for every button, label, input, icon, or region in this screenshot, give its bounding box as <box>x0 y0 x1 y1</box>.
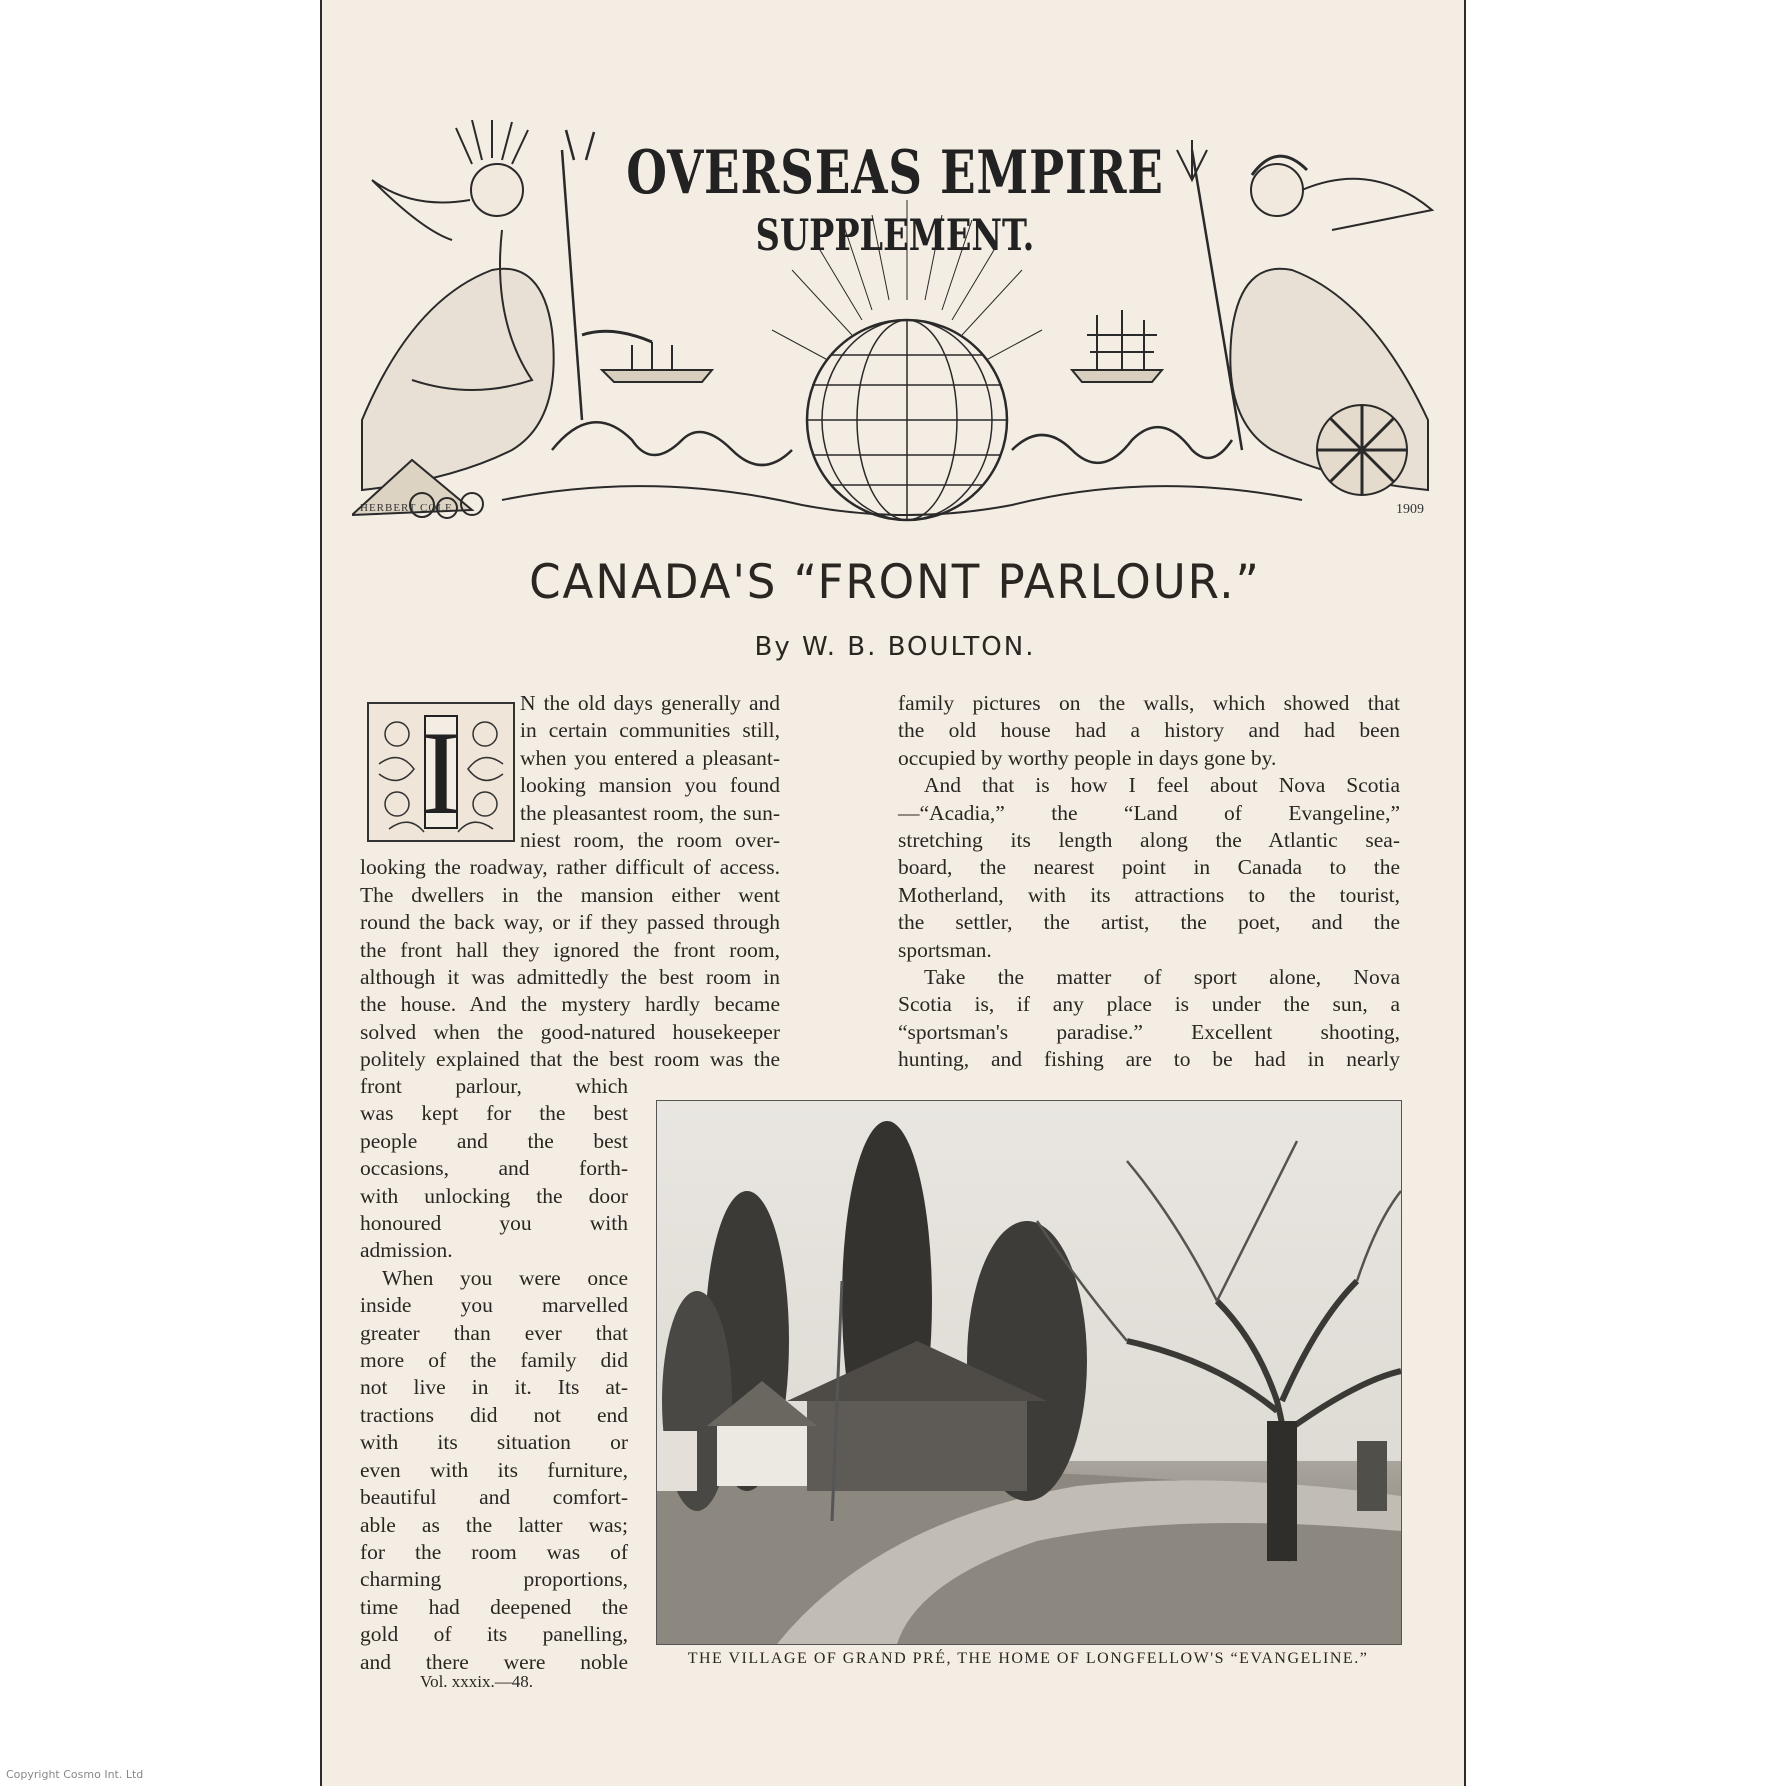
text-line: with its situation or <box>360 1430 628 1455</box>
text-line: politely explained that the best room was the <box>360 1047 780 1072</box>
text-line: sportsman. <box>898 937 992 962</box>
text-line: family pictures on the walls, which showed that <box>898 691 1400 715</box>
text-line: board, the nearest point in Canada to the <box>898 855 1400 880</box>
photo-caption: THE VILLAGE OF GRAND PRÉ, THE HOME OF LONGFELLOW'S “EVANGELINE.” <box>687 1650 1369 1667</box>
column-2-text <box>898 690 1400 1074</box>
text-line: the house. And the mystery hardly became <box>360 992 780 1017</box>
artist-signature: HERBERT COLE <box>360 502 453 514</box>
text-line: even with its furniture, <box>360 1457 628 1482</box>
text-line: more of the family did <box>360 1348 628 1373</box>
column-1-text <box>360 690 780 1074</box>
supplement-title: OVERSEAS EMPIRE <box>626 138 1164 208</box>
text-line: When you were once <box>382 1265 628 1290</box>
page-folio: Vol. xxxix.—48. <box>420 1672 534 1691</box>
text-line: looking mansion you found <box>520 773 780 798</box>
text-line: the pleasantest room, the sun- <box>520 800 780 825</box>
text-line: for the room was of <box>360 1539 628 1564</box>
article-title: CANADA'S “FRONT PARLOUR.” <box>529 555 1261 610</box>
text-line: honoured you with <box>360 1211 628 1236</box>
text-line: gold of its panelling, <box>360 1622 628 1647</box>
copyright-notice: Copyright Cosmo Int. Ltd <box>6 1768 144 1781</box>
text-line: The dwellers in the mansion either went <box>360 882 780 907</box>
text-line: able as the latter was; <box>360 1512 628 1537</box>
text-line: N the old days generally and <box>520 691 780 715</box>
text-line: “sportsman's paradise.” Excellent shooting, <box>898 1019 1400 1044</box>
text-line: occupied by worthy people in days gone by. <box>898 745 1277 770</box>
text-line: beautiful and comfort- <box>360 1485 628 1510</box>
text-line: and there were noble <box>360 1649 628 1674</box>
text-line: niest room, the room over- <box>520 828 780 853</box>
text-line: tractions did not end <box>360 1402 628 1427</box>
text-line: not live in it. Its at- <box>360 1375 628 1400</box>
text-line: inside you marvelled <box>360 1293 628 1318</box>
article-byline: By W. B. BOULTON. <box>754 632 1036 662</box>
text-line: looking the roadway, rather difficult of access. <box>360 855 780 880</box>
text-line: was kept for the best <box>360 1101 628 1126</box>
text-line: stretching its length along the Atlantic sea- <box>898 828 1400 853</box>
text-line: front parlour, which <box>360 1074 628 1098</box>
magazine-page <box>320 0 1466 1786</box>
text-line: charming proportions, <box>360 1567 628 1592</box>
text-line: greater than ever that <box>360 1320 628 1345</box>
text-line: people and the best <box>360 1128 628 1153</box>
illustration-year: 1909 <box>1396 502 1424 517</box>
text-line: solved when the good-natured housekeeper <box>360 1019 780 1044</box>
text-line: occasions, and forth- <box>360 1156 628 1181</box>
text-line: Take the matter of sport alone, Nova <box>924 965 1400 990</box>
text-line: —“Acadia,” the “Land of Evangeline,” <box>898 800 1400 825</box>
text-line: the old house had a history and had been <box>898 718 1400 743</box>
text-line: although it was admittedly the best room in <box>360 965 780 990</box>
text-line: hunting, and fishing are to be had in nearly <box>898 1047 1400 1072</box>
text-line: when you entered a pleasant- <box>520 745 780 770</box>
column-1-narrow-text <box>360 1073 628 1676</box>
text-line: the settler, the artist, the poet, and the <box>898 910 1400 935</box>
text-line: And that is how I feel about Nova Scotia <box>924 773 1400 798</box>
supplement-subtitle: SUPPLEMENT. <box>755 211 1035 261</box>
text-line: in certain communities still, <box>520 718 780 743</box>
dropcap-letter: I <box>421 706 461 839</box>
text-line: Scotia is, if any place is under the sun, a <box>898 992 1400 1017</box>
text-line: the front hall they ignored the front room, <box>360 937 780 962</box>
text-line: time had deepened the <box>360 1594 628 1619</box>
text-line: Motherland, with its attractions to the tourist, <box>898 882 1400 907</box>
grand-pre-photo <box>656 1100 1402 1645</box>
text-line: with unlocking the door <box>360 1183 628 1208</box>
text-line: round the back way, or if they passed through <box>360 910 780 935</box>
text-line: admission. <box>360 1238 453 1263</box>
